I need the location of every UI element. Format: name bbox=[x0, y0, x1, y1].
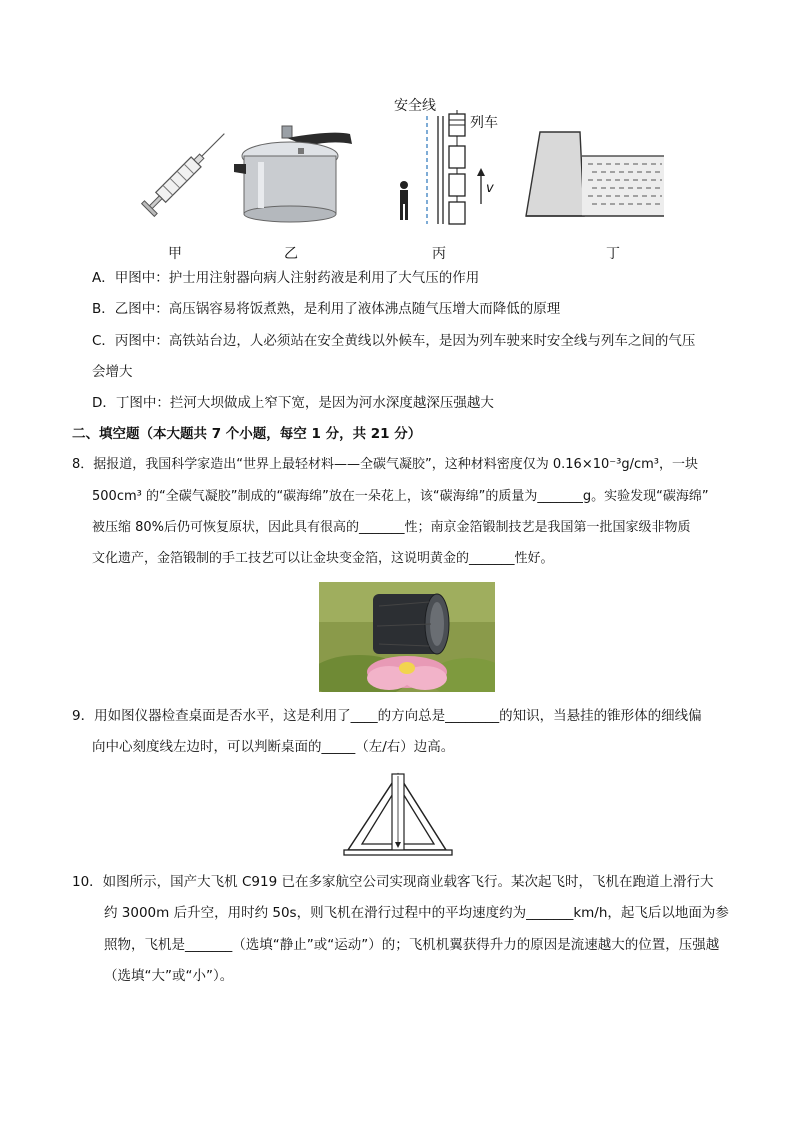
q10-line-3: 照物，飞机是_______（选填“静止”或“运动”）的；飞机机翼获得升力的原因是流速越大的位置，压强越 bbox=[104, 937, 720, 953]
carbon-sponge-photo bbox=[319, 582, 495, 692]
velocity-label: v bbox=[486, 181, 494, 196]
q7-option-c-cont: 会增大 bbox=[92, 364, 133, 380]
level-instrument-figure bbox=[342, 770, 454, 858]
q10-line-2: 约 3000m 后升空，用时约 50s，则飞机在滑行过程中的平均速度约为_______km/h，起飞后以地面为参 bbox=[104, 905, 729, 921]
q8-line-1: 8．据报道，我国科学家造出“世界上最轻材料——全碳气凝胶”，这种材料密度仅为 0.16×10⁻³g/cm³，一块 bbox=[72, 457, 698, 472]
q7-option-d: D．丁图中：拦河大坝做成上窄下宽，是因为河水深度越深压强越大 bbox=[92, 395, 494, 411]
q7-option-c: C．丙图中：高铁站台边，人必须站在安全黄线以外候车，是因为列车驶来时安全线与列车之间的气压 bbox=[92, 333, 696, 349]
q8-line-2: 500cm³ 的“全碳气凝胶”制成的“碳海绵”放在一朵花上，该“碳海绵”的质量为_______g。实验发现“碳海绵” bbox=[92, 489, 709, 504]
q7-option-a: A．甲图中：护士用注射器向病人注射药液是利用了大气压的作用 bbox=[92, 270, 480, 286]
q10-line-4: （选填“大”或“小”）。 bbox=[104, 968, 234, 984]
q9-line-2: 向中心刻度线左边时，可以判断桌面的_____（左/右）边高。 bbox=[92, 739, 455, 755]
caption-bing: 丙 bbox=[432, 246, 446, 262]
pressure-cooker-figure bbox=[232, 124, 356, 228]
q8-line-3: 被压缩 80%后仍可恢复原状，因此具有很高的_______性；南京金箔锻制技艺是我国第一批国家级非物质 bbox=[92, 520, 691, 535]
q10-line-1: 10．如图所示，国产大飞机 C919 已在多家航空公司实现商业载客飞行。某次起飞时，飞机在跑道上滑行大 bbox=[72, 874, 714, 890]
caption-ding: 丁 bbox=[606, 246, 620, 262]
train-platform-figure bbox=[380, 94, 520, 234]
q9-line-1: 9．用如图仪器检查桌面是否水平，这是利用了____的方向总是________的知识，当悬挂的锥形体的细线偏 bbox=[72, 708, 702, 724]
q8-line-4: 文化遗产，金箔锻制的手工技艺可以让金块变金箔，这说明黄金的_______性好。 bbox=[92, 551, 554, 566]
train-label: 列车 bbox=[470, 115, 498, 131]
section-heading: 二、填空题（本大题共 7 个小题，每空 1 分，共 21 分） bbox=[72, 426, 422, 442]
caption-jia: 甲 bbox=[168, 246, 182, 262]
safety-line-label: 安全线 bbox=[394, 98, 436, 114]
caption-yi: 乙 bbox=[284, 246, 298, 262]
q7-option-b: B．乙图中：高压锅容易将饭煮熟，是利用了液体沸点随气压增大而降低的原理 bbox=[92, 301, 561, 317]
dam-figure bbox=[520, 128, 670, 224]
syringe-figure bbox=[140, 128, 230, 218]
